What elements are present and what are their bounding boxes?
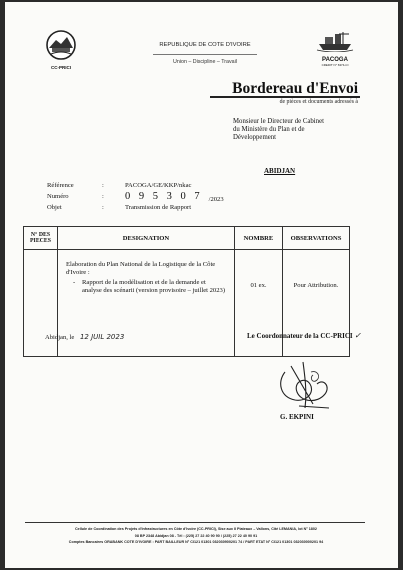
recipient-line-1: Monsieur le Directeur de Cabinet [233,118,324,125]
reference-colon: : [102,182,104,189]
footer-line-1: Cellule de Coordination des Projets d'Infrastructures en Côte d'Ivoire (CC-PRICI), Sise aux II Plateaux – Vallons, Cité LEMANIA, lot N° 1802 [75,527,317,531]
place-date [45,333,124,341]
cc-prici-logo [43,30,79,70]
footer-line-2: 08 BP 2348 Abidjan 08 - Tél : (225) 27 22 40 90 90 / (225) 27 22 40 90 91 [134,533,258,538]
signature-area [255,342,355,422]
title-rule [210,96,360,98]
pacoga-logo [315,28,355,66]
pacoga-ship-icon [315,28,355,52]
coordinator-title-text: Le Coordonnateur de la CC-PRICI [247,332,353,340]
recipient-city: ABIDJAN [264,167,296,175]
footer-line-3: Comptes Bancaires ORABANK COTE D'IVOIRE : PART BAILLEUR N° CI121 01301 032030900201 74 / PART ETAT N° CI121 01301 032030000201 94 [68,540,324,545]
recipient-line-3: Développement [233,134,277,142]
reference-label: Référence [47,182,74,189]
footer [25,526,367,546]
left-logo-label: CC-PRICI [51,65,71,70]
reference-value: PACOGA/GE/KKP/nkac [125,182,192,189]
right-logo-subtext: CREDIT N° 6374-CI [321,63,349,67]
footer-rule [25,522,365,523]
document-subtitle: de pièces et documents adressés à [279,99,358,105]
objet-colon: : [102,204,104,211]
header-observations: OBSERVATIONS [283,227,350,250]
motto-divider [153,54,257,55]
place-date-label: Abidjan, le [45,334,75,341]
national-motto: Union – Discipline – Travail [173,59,237,65]
table-header-row [24,227,350,250]
objet-label: Objet [47,204,62,211]
numero-year: /2023 [208,196,224,203]
numero-label: Numéro [47,193,69,200]
header-pieces: N° DES PIECES [24,227,58,250]
numero-value-group [125,193,224,204]
header-designation: DESIGNATION [58,227,235,250]
numero-colon: : [102,193,104,200]
cc-prici-emblem-icon [43,30,79,60]
recipient-address [233,118,324,143]
republic-heading: REPUBLIQUE DE COTE D'IVOIRE [159,42,251,48]
right-logo-label: PACOGA [322,57,348,63]
recipient-line-2: du Ministère du Plan et de [233,126,305,134]
designation-item: - Rapport de la modélisation et de la demande et analyse des scénarii (version provisoire – juillet 2023) [82,279,227,294]
cell-observations: Pour Attribution. [283,250,350,357]
designation-intro: Elaboration du Plan National de la Logistique de la Côte d'Ivoire : [66,261,216,276]
coordinator-title [247,331,361,340]
initials-mark: ✓ [354,331,362,340]
designation-list [66,279,227,294]
objet-value: Transmission de Rapport [125,204,192,211]
cell-nombre: 01 ex. [235,250,283,357]
document-page [5,2,398,568]
signer-name: G. EKPINI [280,413,314,421]
handwritten-date: 12 JUIL 2023 [79,333,125,341]
document-title: Bordereau d'Envoi [232,80,358,97]
numero-stamp: 0 9 5 3 0 7 [125,191,203,202]
header-nombre: NOMBRE [235,227,283,250]
signature-scribble-icon [255,342,355,422]
